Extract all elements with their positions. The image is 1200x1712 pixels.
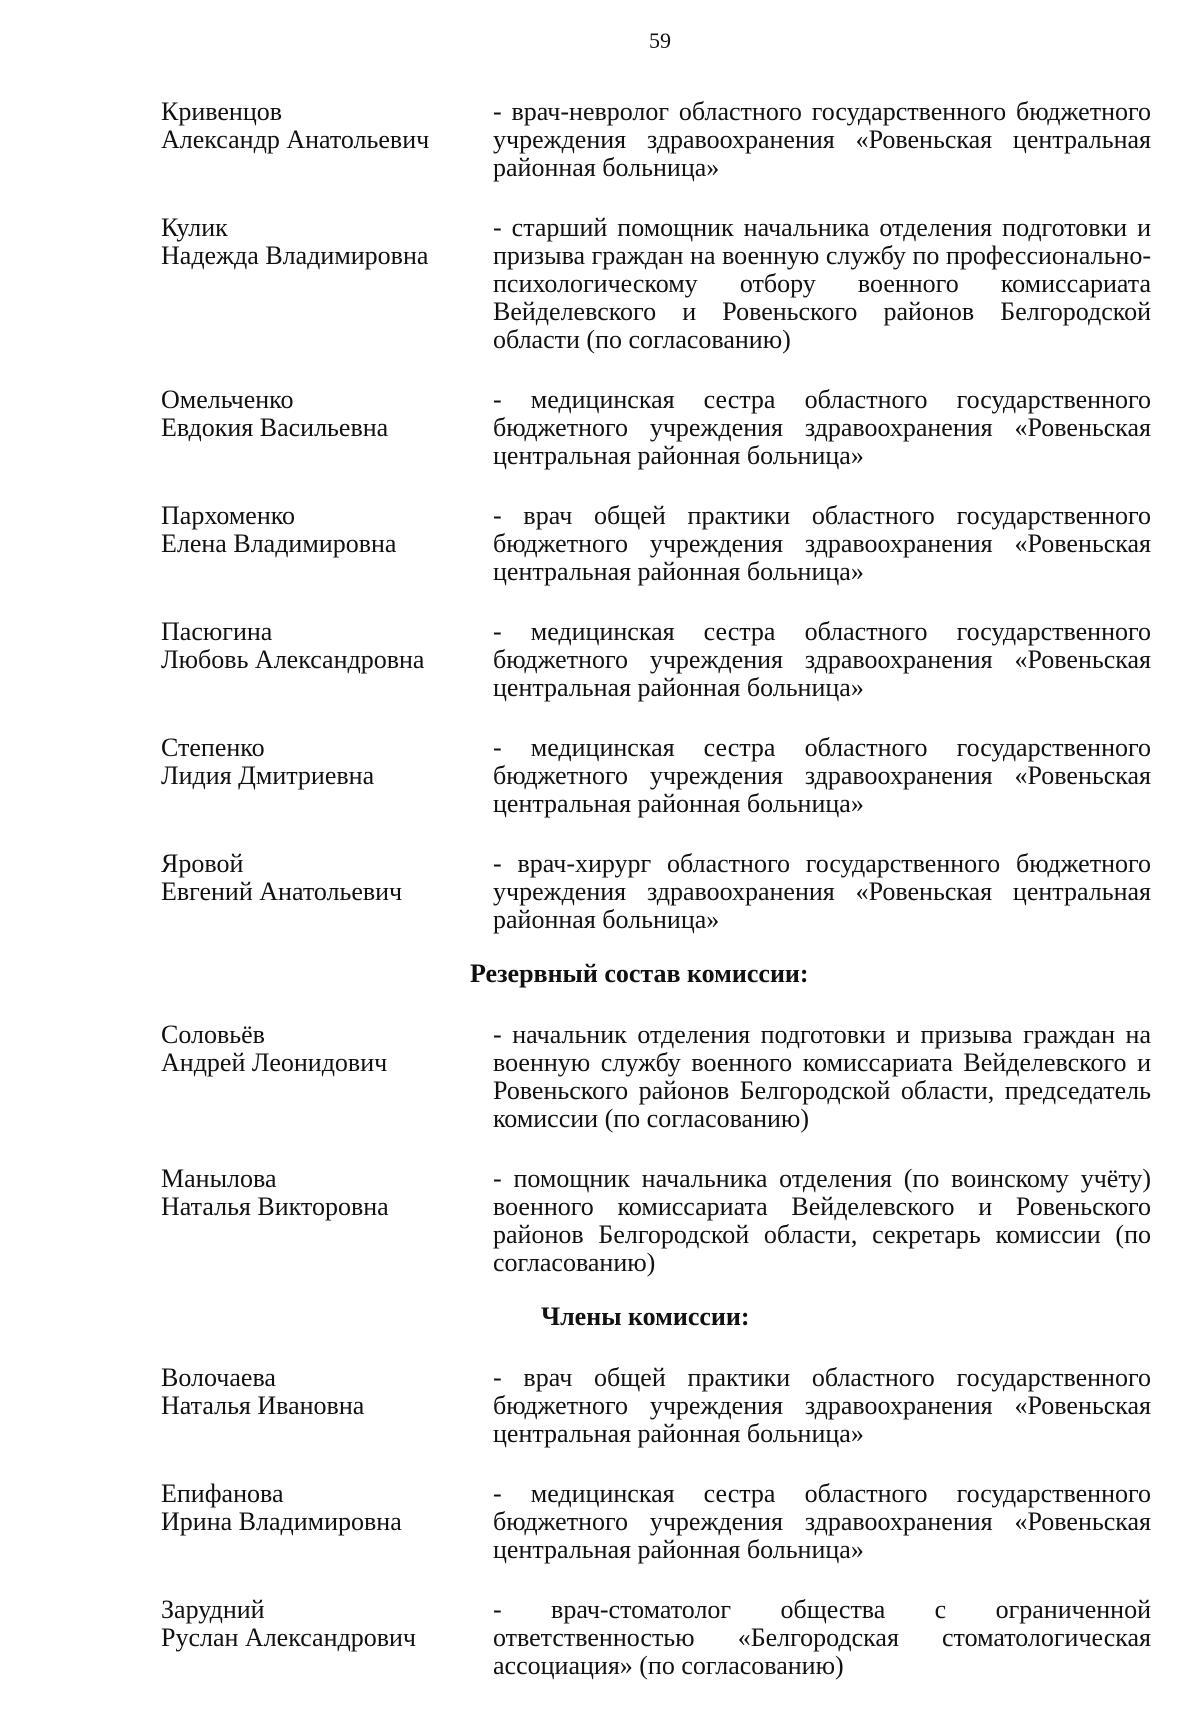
member-name bbox=[161, 618, 493, 702]
member-given-name: Любовь Александровна bbox=[161, 645, 425, 674]
member-given-name: Лидия Дмитриевна bbox=[161, 761, 375, 790]
member-name bbox=[161, 1480, 493, 1564]
member-given-name: Руслан Александрович bbox=[161, 1623, 417, 1652]
member-surname: Манылова bbox=[161, 1164, 277, 1193]
member-surname: Кулик bbox=[161, 213, 228, 242]
commission-member-entry bbox=[161, 1596, 1151, 1680]
member-surname: Соловьёв bbox=[161, 1020, 265, 1049]
member-role: - врач-хирург областного государственного бюджетного учреждения здравоохранения «Ровеньская центральная районная больница» bbox=[493, 849, 1151, 934]
member-name bbox=[161, 1165, 493, 1277]
member-name bbox=[161, 1021, 493, 1133]
member-given-name: Наталья Ивановна bbox=[161, 1391, 365, 1420]
member-surname: Зарудний bbox=[161, 1595, 265, 1624]
member-entry bbox=[161, 502, 1151, 586]
member-given-name: Наталья Викторовна bbox=[161, 1192, 389, 1221]
member-name bbox=[161, 734, 493, 818]
commission-member-entry bbox=[161, 1364, 1151, 1448]
member-surname: Пархоменко bbox=[161, 501, 296, 530]
member-role: - врач общей практики областного государственного бюджетного учреждения здравоохранения «Ровеньская центральная районная больница» bbox=[493, 501, 1151, 586]
member-given-name: Александр Анатольевич bbox=[161, 125, 430, 154]
member-role: - помощник начальника отделения (по воинскому учёту) военного комиссариата Вейделевского и Ровеньского районов Белгородской области, секретарь комиссии (по согласованию) bbox=[493, 1164, 1151, 1277]
member-role: - медицинская сестра областного государственного бюджетного учреждения здравоохранения «Ровеньская центральная районная больница» bbox=[493, 1479, 1151, 1564]
member-surname: Кривенцов bbox=[161, 97, 283, 126]
member-given-name: Надежда Владимировна bbox=[161, 241, 429, 270]
members-heading: Члены комиссии: bbox=[541, 1302, 750, 1331]
member-role: - медицинская сестра областного государственного бюджетного учреждения здравоохранения «Ровеньская центральная районная больница» bbox=[493, 617, 1151, 702]
member-given-name: Ирина Владимировна bbox=[161, 1507, 402, 1536]
member-role: - врач-стоматолог общества с ограниченной ответственностью «Белгородская стоматологическая ассоциация» (по согласованию) bbox=[493, 1595, 1151, 1680]
reserve-entry bbox=[161, 1021, 1151, 1133]
member-entry bbox=[161, 98, 1151, 182]
member-name bbox=[161, 850, 493, 934]
reserve-entry bbox=[161, 1165, 1151, 1277]
member-surname: Пасюгина bbox=[161, 617, 273, 646]
member-role: - медицинская сестра областного государственного бюджетного учреждения здравоохранения «Ровеньская центральная районная больница» bbox=[493, 385, 1151, 470]
member-given-name: Евгений Анатольевич bbox=[161, 877, 403, 906]
member-name bbox=[161, 1596, 493, 1680]
member-entry bbox=[161, 734, 1151, 818]
member-role: - начальник отделения подготовки и призыва граждан на военную службу военного комиссариата Вейделевского и Ровеньского районов Белгородской области, председатель комиссии (по согласованию) bbox=[493, 1020, 1151, 1133]
member-name bbox=[161, 98, 493, 182]
member-name bbox=[161, 1364, 493, 1448]
member-surname: Волочаева bbox=[161, 1363, 276, 1392]
commission-member-entry bbox=[161, 1480, 1151, 1564]
member-role: - врач общей практики областного государственного бюджетного учреждения здравоохранения «Ровеньская центральная районная больница» bbox=[493, 1363, 1151, 1448]
reserve-heading: Резервный состав комиссии: bbox=[470, 959, 809, 988]
member-surname: Епифанова bbox=[161, 1479, 284, 1508]
member-role: - медицинская сестра областного государственного бюджетного учреждения здравоохранения «Ровеньская центральная районная больница» bbox=[493, 733, 1151, 818]
document-body bbox=[161, 98, 1151, 1712]
member-entry bbox=[161, 618, 1151, 702]
member-role: - старший помощник начальника отделения подготовки и призыва граждан на военную службу по профессионально-психологическому отбору военного комиссариата Вейделевского и Ровеньского районов Белгородской области (по согласованию) bbox=[493, 213, 1151, 354]
member-surname: Степенко bbox=[161, 733, 265, 762]
member-surname: Омельченко bbox=[161, 385, 294, 414]
member-name bbox=[161, 502, 493, 586]
member-name bbox=[161, 386, 493, 470]
member-entry bbox=[161, 214, 1151, 354]
member-entry bbox=[161, 850, 1151, 934]
member-surname: Яровой bbox=[161, 849, 244, 878]
member-role: - врач-невролог областного государственного бюджетного учреждения здравоохранения «Ровеньская центральная районная больница» bbox=[493, 97, 1151, 182]
member-name bbox=[161, 214, 493, 354]
member-given-name: Елена Владимировна bbox=[161, 529, 397, 558]
member-given-name: Евдокия Васильевна bbox=[161, 413, 389, 442]
member-given-name: Андрей Леонидович bbox=[161, 1048, 388, 1077]
page-number: 59 bbox=[649, 28, 671, 53]
member-entry bbox=[161, 386, 1151, 470]
